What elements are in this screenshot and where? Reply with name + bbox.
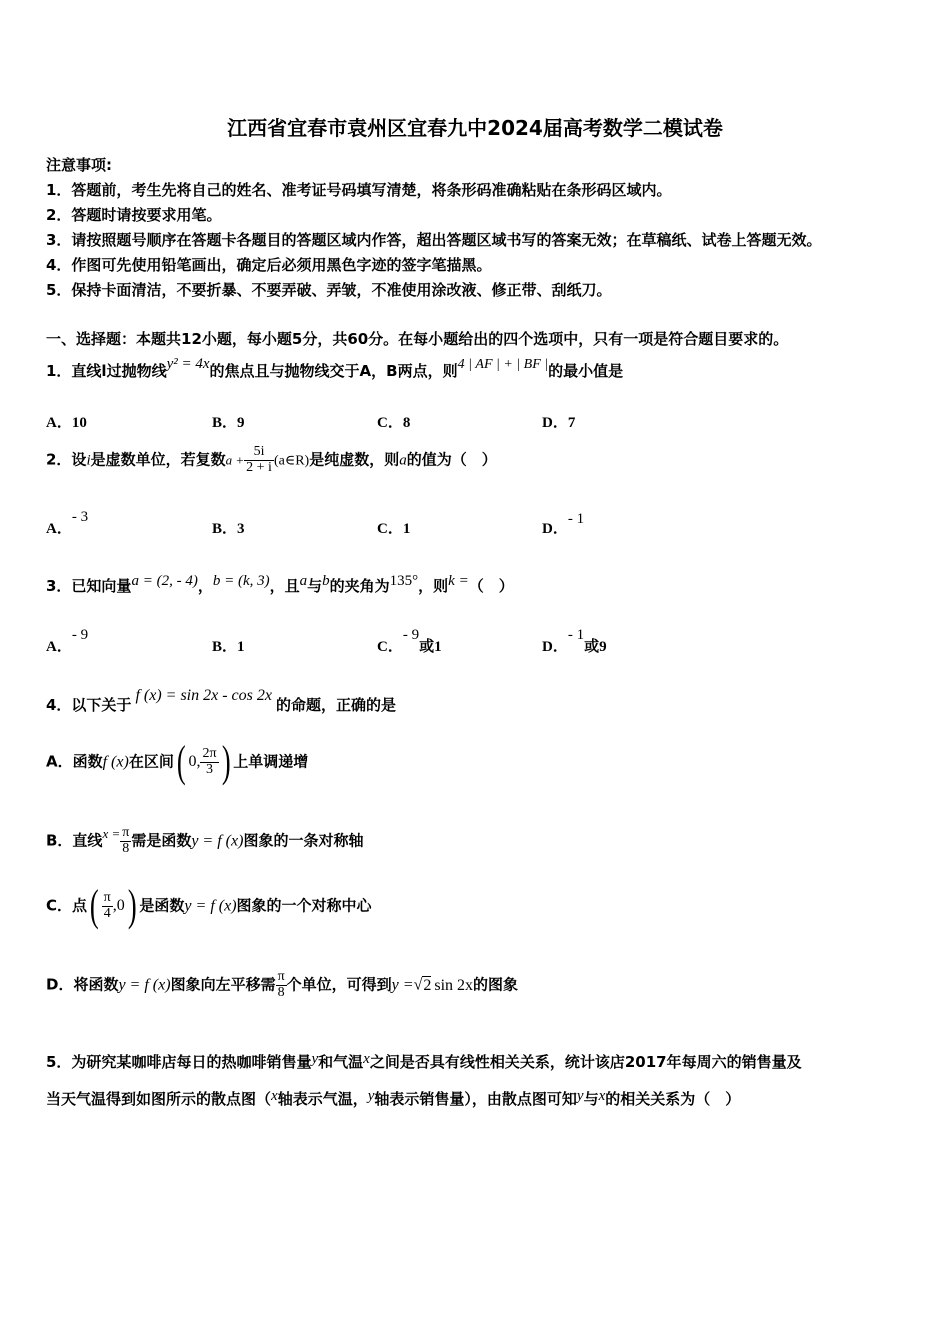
q2-var-i: i [86, 452, 91, 469]
q5-var-y: y [311, 1051, 319, 1067]
q2-text: 的值为（ ） [406, 450, 497, 469]
q4-d-text: 的图象 [473, 975, 519, 994]
q1-option-c: C．8 [377, 415, 411, 431]
question-1 [46, 356, 624, 381]
q4-b-x: x = [102, 826, 121, 841]
q5-var-x: x [363, 1051, 370, 1067]
q4-c-paren-left: ( [89, 881, 99, 930]
q3-vector-b: b = (k, 3) [212, 573, 270, 589]
sqrt-icon: √ [413, 976, 423, 994]
q4-b-fraction [120, 826, 131, 856]
q2-fraction [244, 445, 274, 475]
q3-var-b: b [322, 573, 330, 589]
q4-text: 的命题，正确的是 [275, 696, 396, 714]
q3-text: 与 [307, 577, 323, 595]
q4-c-text: 图象的一个对称中心 [236, 896, 372, 915]
q4-d-den: 8 [277, 984, 285, 1000]
q5-text: 的相关关系为（ ） [605, 1090, 741, 1108]
q3-vector-a: a = (2, - 4) [131, 573, 198, 589]
q4-a-paren-left: ( [176, 737, 186, 786]
q4-option-d [46, 970, 518, 1000]
q4-c-den: 4 [103, 905, 111, 921]
q5-text: 与 [583, 1090, 599, 1108]
q1-expression: 4 | AF | + | BF | [457, 357, 549, 372]
notice-item: 5．保持卡面清洁，不要折暴、不要弄破、弄皱，不准使用涂改液、修正带、刮纸刀。 [46, 281, 612, 299]
q4-b-func: y = f (x) [191, 832, 244, 850]
q2-option-a [46, 509, 89, 538]
q2-option-d [542, 511, 585, 538]
q4-d-text: D．将函数 [46, 975, 119, 994]
q4-option-b [46, 826, 363, 856]
q4-d-text: 个单位，可得到 [286, 975, 392, 994]
q5-var-y: y [367, 1088, 375, 1104]
q3-option-d [542, 627, 607, 656]
q4-d-num: π [277, 969, 285, 984]
q3-option-c-or: 或1 [419, 639, 442, 655]
q4-c-right: ,0 [112, 897, 125, 914]
q5-var-y: y [576, 1088, 584, 1104]
q1-option-b: B．9 [212, 415, 245, 431]
q1-equation: y² = 4x [166, 356, 210, 372]
q4-c-num: π [103, 889, 111, 905]
q4-c-text: C．点 [46, 896, 88, 915]
q1-option-d: D．7 [542, 415, 576, 431]
q4-c-func: y = f (x) [184, 897, 237, 915]
notice-heading: 注意事项: [46, 156, 112, 174]
q4-d-fraction [276, 970, 287, 1000]
q2-text: 是纯虚数，则 [309, 450, 400, 469]
q5-var-x: x [271, 1088, 278, 1104]
q3-option-a-value: - 9 [71, 627, 89, 643]
q4-b-text: 图象的一条对称轴 [243, 831, 364, 850]
q3-option-a [46, 627, 89, 656]
question-5-line-2 [46, 1088, 740, 1109]
q2-option-a-label: A． [46, 521, 72, 537]
q2-option-d-label: D． [542, 521, 568, 537]
q4-d-func: y = f (x) [118, 976, 171, 994]
page-title: 江西省宜春市袁州区宜春九中2024届高考数学二模试卷 [227, 116, 723, 140]
q4-b-num: π [122, 825, 130, 840]
q3-option-c-value: - 9 [402, 627, 420, 643]
notice-item: 4．作图可先使用铅笔画出，确定后必须用黑色字迹的签字笔描黑。 [46, 256, 492, 274]
q3-text: ，且 [269, 577, 300, 595]
q2-option-a-value: - 3 [71, 509, 89, 525]
q4-a-den: 3 [206, 761, 214, 777]
q3-option-c [377, 627, 442, 656]
q2-condition: (a∈R) [273, 453, 310, 469]
q3-angle: 135° [389, 573, 419, 589]
q5-text: 5．为研究某咖啡店每日的热咖啡销售量 [46, 1053, 312, 1071]
q1-option-a: A．10 [46, 415, 87, 431]
q5-text: 和气温 [318, 1053, 364, 1071]
q4-option-c [46, 881, 372, 930]
q3-option-d-or: 或9 [584, 639, 607, 655]
q4-function: f (x) = sin 2x - cos 2x [135, 687, 272, 704]
q4-c-fraction [102, 891, 113, 921]
q4-b-text: B．直线 [46, 831, 103, 850]
q3-text: 3．已知向量 [46, 577, 132, 595]
question-4 [46, 687, 396, 715]
q4-d-y: y = [391, 976, 414, 994]
q4-b-den: 8 [122, 840, 130, 856]
q3-var-k: k = [448, 573, 469, 589]
q4-d-sin: sin 2x [434, 976, 474, 994]
q5-text: 轴表示销售量），由散点图可知 [374, 1090, 577, 1108]
q3-option-c-label: C． [377, 639, 403, 655]
q2-var-a: a [399, 452, 407, 469]
q5-text: 轴表示气温， [277, 1090, 368, 1108]
question-5-line-1 [46, 1051, 802, 1072]
q3-option-b: B．1 [212, 639, 245, 655]
q2-frac-den: 2 + i [246, 459, 272, 475]
q4-a-interval-left: 0, [188, 753, 201, 770]
q4-c-paren-right: ) [127, 881, 137, 930]
q4-a-paren-right: ) [221, 737, 231, 786]
q5-var-x: x [598, 1088, 606, 1104]
q2-option-d-value: - 1 [567, 511, 585, 527]
q4-d-root: 2 [423, 976, 432, 994]
q3-option-d-label: D． [542, 639, 568, 655]
q1-text: 的焦点且与抛物线交于A，B两点，则 [209, 362, 458, 380]
q2-text: 是虚数单位，若复数 [90, 450, 226, 469]
q4-d-text: 图象向左平移需 [170, 975, 276, 994]
q4-a-text: A．函数 [46, 752, 103, 771]
q4-a-num: 2π [202, 745, 217, 761]
q3-option-d-value: - 1 [567, 627, 585, 643]
q3-text: ，则 [418, 577, 449, 595]
q4-a-fraction [200, 747, 218, 777]
q4-b-text: 需是函数 [131, 831, 192, 850]
q2-text: 2．设 [46, 450, 87, 469]
q4-text: 4．以下关于 [46, 696, 132, 714]
q1-text: 1．直线l过抛物线 [46, 362, 167, 380]
q4-option-a [46, 737, 309, 786]
notice-item: 2．答题时请按要求用笔。 [46, 206, 222, 224]
q4-a-text: 在区间 [128, 752, 174, 771]
q3-text: 的夹角为 [329, 577, 390, 595]
section-heading: 一、选择题：本题共12小题，每小题5分，共60分。在每小题给出的四个选项中，只有一项是符合题目要求的。 [46, 330, 789, 348]
q2-option-c: C．1 [377, 521, 411, 537]
question-2 [46, 445, 497, 475]
q2-option-b: B．3 [212, 521, 245, 537]
notice-item: 1．答题前，考生先将自己的姓名、准考证号码填写清楚，将条形码准确粘贴在条形码区域内。 [46, 181, 672, 199]
q3-text: ， [197, 577, 213, 595]
question-3 [46, 575, 514, 596]
q4-a-func: f (x) [102, 753, 129, 771]
q2-a-plus: a + [225, 452, 245, 468]
q5-text: 当天气温得到如图所示的散点图（ [46, 1090, 272, 1108]
q4-c-text: 是函数 [139, 896, 185, 915]
q5-text: 之间是否具有线性相关关系，统计该店2017年每周六的销售量及 [369, 1053, 802, 1071]
q1-text: 的最小值是 [548, 362, 624, 380]
q3-option-a-label: A． [46, 639, 72, 655]
q3-text: （ ） [468, 577, 514, 595]
notice-item: 3．请按照题号顺序在答题卡各题目的答题区域内作答，超出答题区域书写的答案无效；在草稿纸、试卷上答题无效。 [46, 231, 822, 249]
q3-var-a: a [299, 573, 308, 589]
q4-a-text: 上单调递增 [233, 752, 309, 771]
q2-frac-num: 5i [244, 445, 274, 461]
